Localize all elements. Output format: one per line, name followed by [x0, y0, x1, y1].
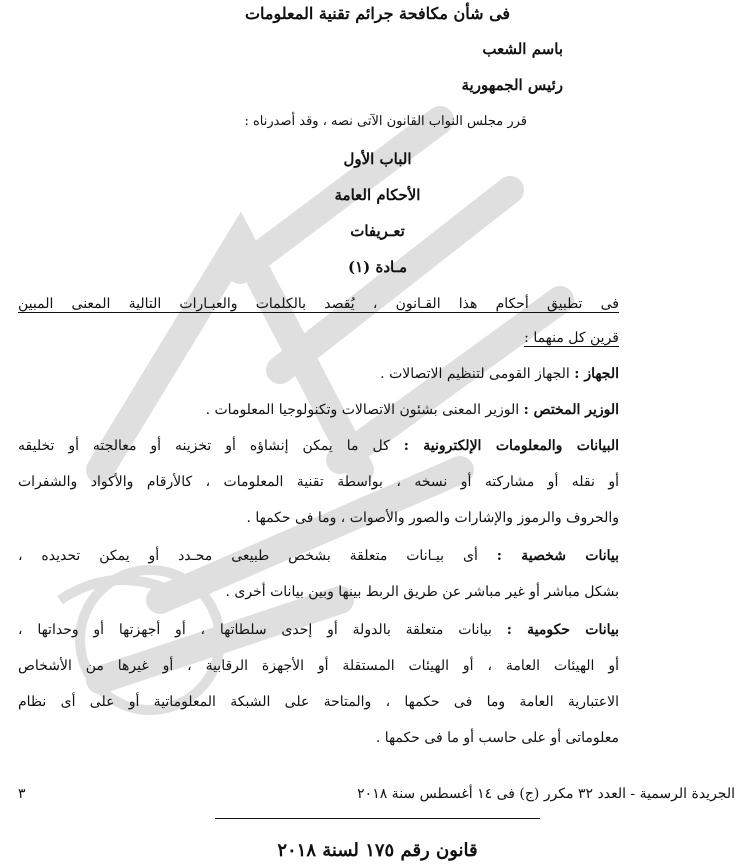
document-title: فى شأن مكافحة جرائم تقنية المعلومات [244, 4, 511, 23]
definition-term: الوزير المختص : [523, 402, 619, 418]
intro-line-2: قرين كل منهما : [524, 330, 619, 346]
intro-line [18, 330, 619, 346]
definition-text: والحروف والرموز والإشارات والصور والأصوات ، وما فى حكمها . [246, 510, 619, 526]
definition-item [18, 438, 619, 454]
page-footer [18, 786, 735, 802]
definition-item [18, 622, 619, 638]
definition-term: بيانات شخصية : [496, 548, 619, 564]
definition-term: بيانات حكومية : [506, 622, 619, 638]
definition-text: الجهاز القومى لتنظيم الاتصالات . [380, 366, 570, 382]
definition-text: بشكل مباشر أو غير مباشر عن طريق الربط بينها وبين بيانات أخرى . [225, 584, 619, 600]
definition-text: أو نقله أو مشاركته أو نسخه ، بواسطة تقنية المعلومات ، كالأرقام والأكواد والشفرات [18, 474, 619, 490]
part-heading: الباب الأول [343, 150, 412, 168]
definition-text: الاعتبارية العامة وما فى حكمها ، والمتاحة على الشبكة المعلوماتية أو على أى نظام [18, 694, 619, 710]
definition-text: كل ما يمكن إنشاؤه أو تخزينه أو معالجته أو تخليقه [18, 438, 390, 454]
article-heading: مـادة (١) [347, 258, 408, 276]
definition-text: بيانات متعلقة بالدولة أو إحدى سلطاتها ، أو أجهزتها أو وحداتها ، [18, 622, 492, 638]
definition-text: الوزير المعنى بشئون الاتصالات وتكنولوجيا المعلومات . [205, 402, 520, 418]
chapter-heading: الأحكام العامة [334, 186, 421, 204]
definition-item [18, 548, 619, 564]
definition-text: أى بيـانات متعلقة بشخص طبيعى محـدد أو يمكن تحديده ، [18, 548, 478, 564]
separator-line [215, 818, 540, 819]
definition-item [18, 402, 619, 418]
definition-term: البيانات والمعلومات الإلكترونية : [403, 438, 619, 454]
preamble-people: باسم الشعب [482, 40, 563, 58]
definition-text: معلوماتى أو على حاسب أو ما فى حكمها . [375, 730, 619, 746]
intro-line [18, 296, 619, 312]
intro-line-1: فى تطبيق أحكام هذا القـانون ، يُقصد بالكلمات والعبـارات التالية المعنى المبين [18, 296, 619, 312]
gazette-reference: الجريدة الرسمية - العدد ٣٢ مكرر (ج) فى ١٤ أغسطس سنة ٢٠١٨ [357, 786, 735, 802]
watermark-stamp [40, 40, 600, 760]
definitions-heading: تعـريفات [350, 222, 405, 240]
preamble-president: رئيس الجمهورية [461, 76, 563, 94]
law-title: قانون رقم ١٧٥ لسنة ٢٠١٨ [277, 840, 478, 861]
definition-item [18, 366, 619, 382]
definition-text: أو الهيئات العامة ، أو الهيئات المستقلة أو الأجهزة الرقابية ، أو غيرها من الأشخاص [18, 658, 619, 674]
page-number: ٣ [18, 786, 26, 802]
definition-term: الجهاز : [574, 366, 619, 382]
preamble-decree: قرر مجلس النواب القانون الآتى نصه ، وقد أصدرناه : [244, 114, 527, 129]
